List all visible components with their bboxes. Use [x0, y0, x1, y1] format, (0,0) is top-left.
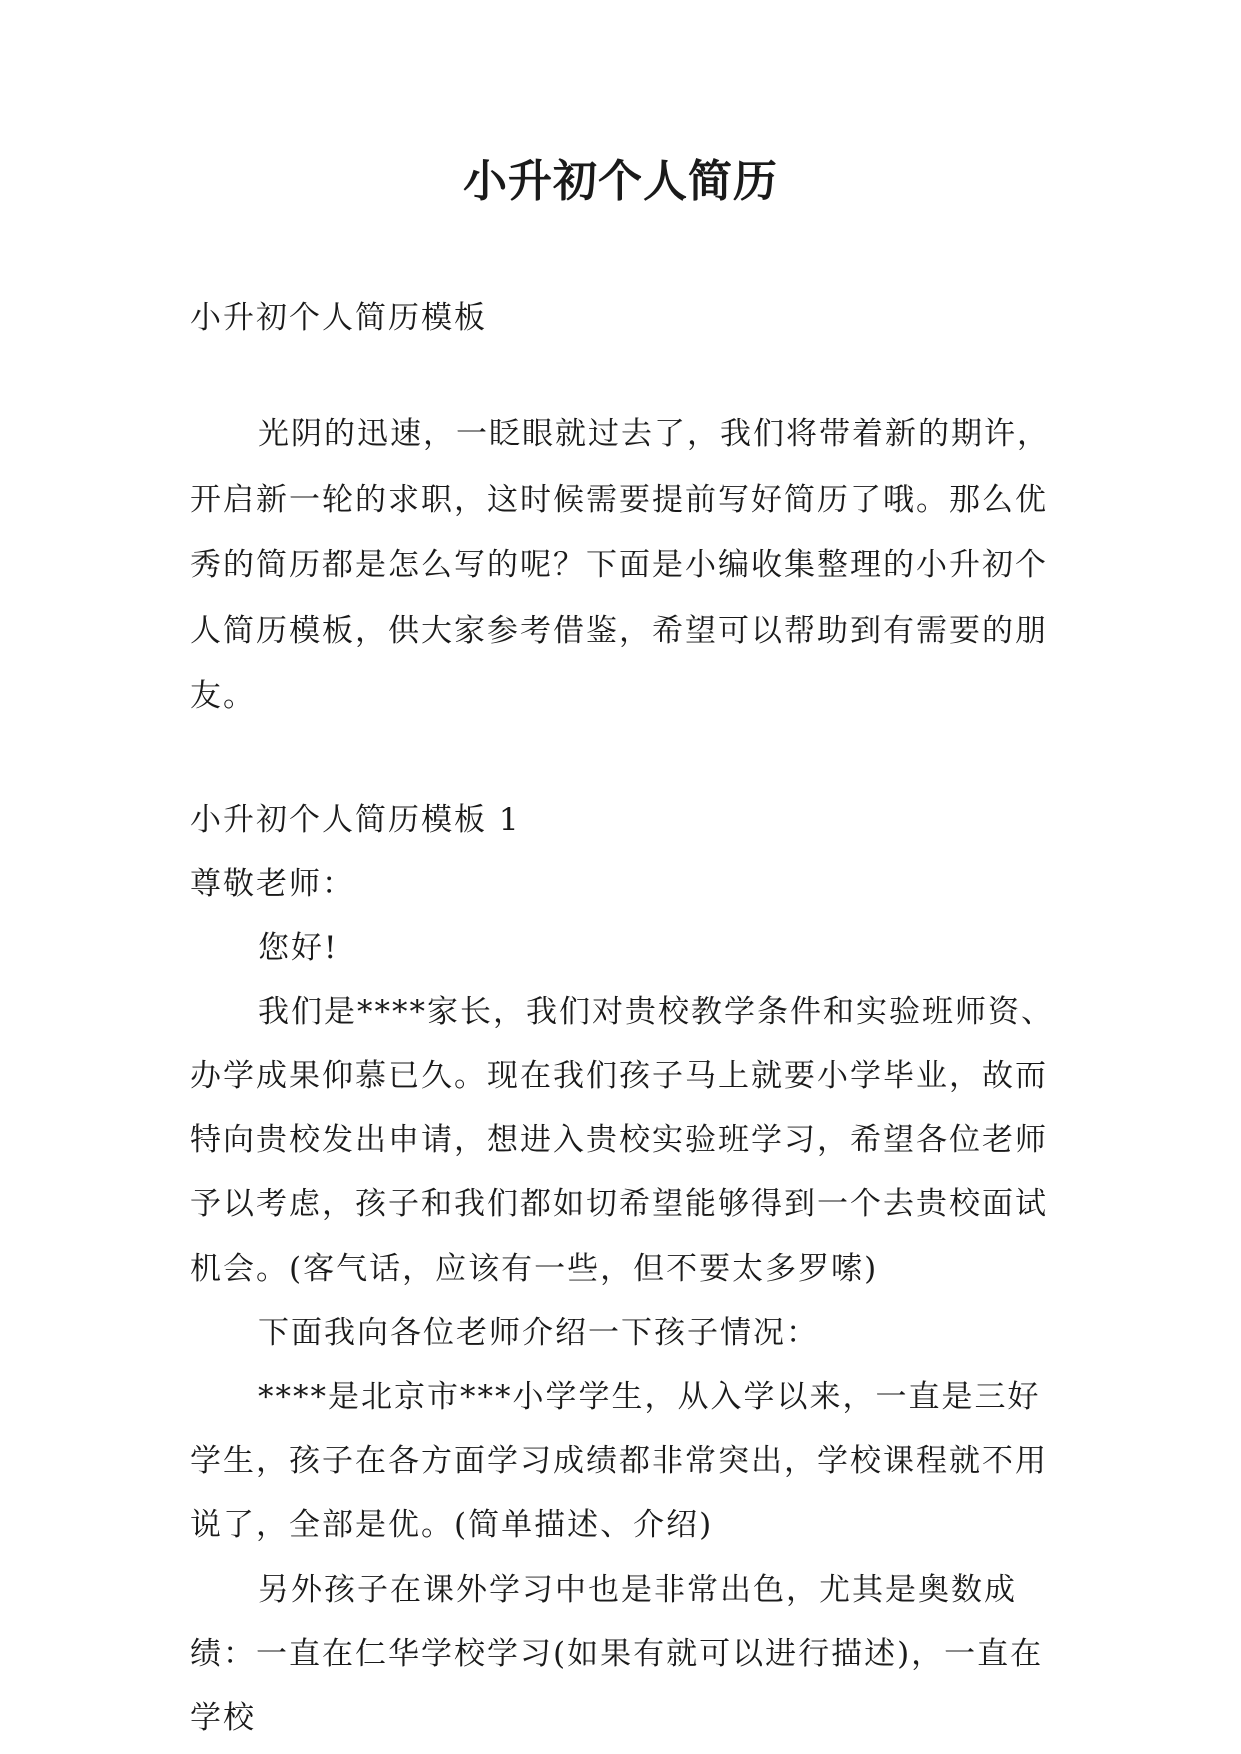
document-body	[190, 286, 1054, 1750]
document-title: 小升初个人简历	[463, 156, 778, 207]
intro-paragraph: 光阴的迅速，一眨眼就过去了，我们将带着新的期许，开启新一轮的求职，这时候需要提前写好简历了哦。那么优秀的简历都是怎么写的呢？下面是小编收集整理的小升初个人简历模板，供大家参考借鉴，希望可以帮助到有需要的朋友。	[190, 416, 1050, 714]
body-paragraph: 您好!	[258, 929, 339, 966]
body-paragraph: 下面我向各位老师介绍一下孩子情况：	[258, 1314, 819, 1351]
body-paragraph: ****是北京市***小学学生，从入学以来，一直是三好学生，孩子在各方面学习成绩都非常突出，学校课程就不用说了，全部是优。(简单描述、介绍)	[190, 1378, 1048, 1544]
document-subtitle: 小升初个人简历模板	[190, 300, 487, 336]
salutation: 尊敬老师：	[190, 865, 355, 902]
body-paragraph: 我们是****家长，我们对贵校教学条件和实验班师资、办学成果仰慕已久。现在我们孩子马上就要小学毕业，故而特向贵校发出申请，想进入贵校实验班学习，希望各位老师予以考虑，孩子和我们都如切希望能够得到一个去贵校面试机会。(客气话，应该有一些，但不要太多罗嗦)	[190, 993, 1054, 1287]
section-heading: 小升初个人简历模板 1	[190, 801, 521, 838]
body-paragraph: 另外孩子在课外学习中也是非常出色，尤其是奥数成绩：一直在仁华学校学习(如果有就可以进行描述)，一直在学校	[190, 1571, 1044, 1736]
